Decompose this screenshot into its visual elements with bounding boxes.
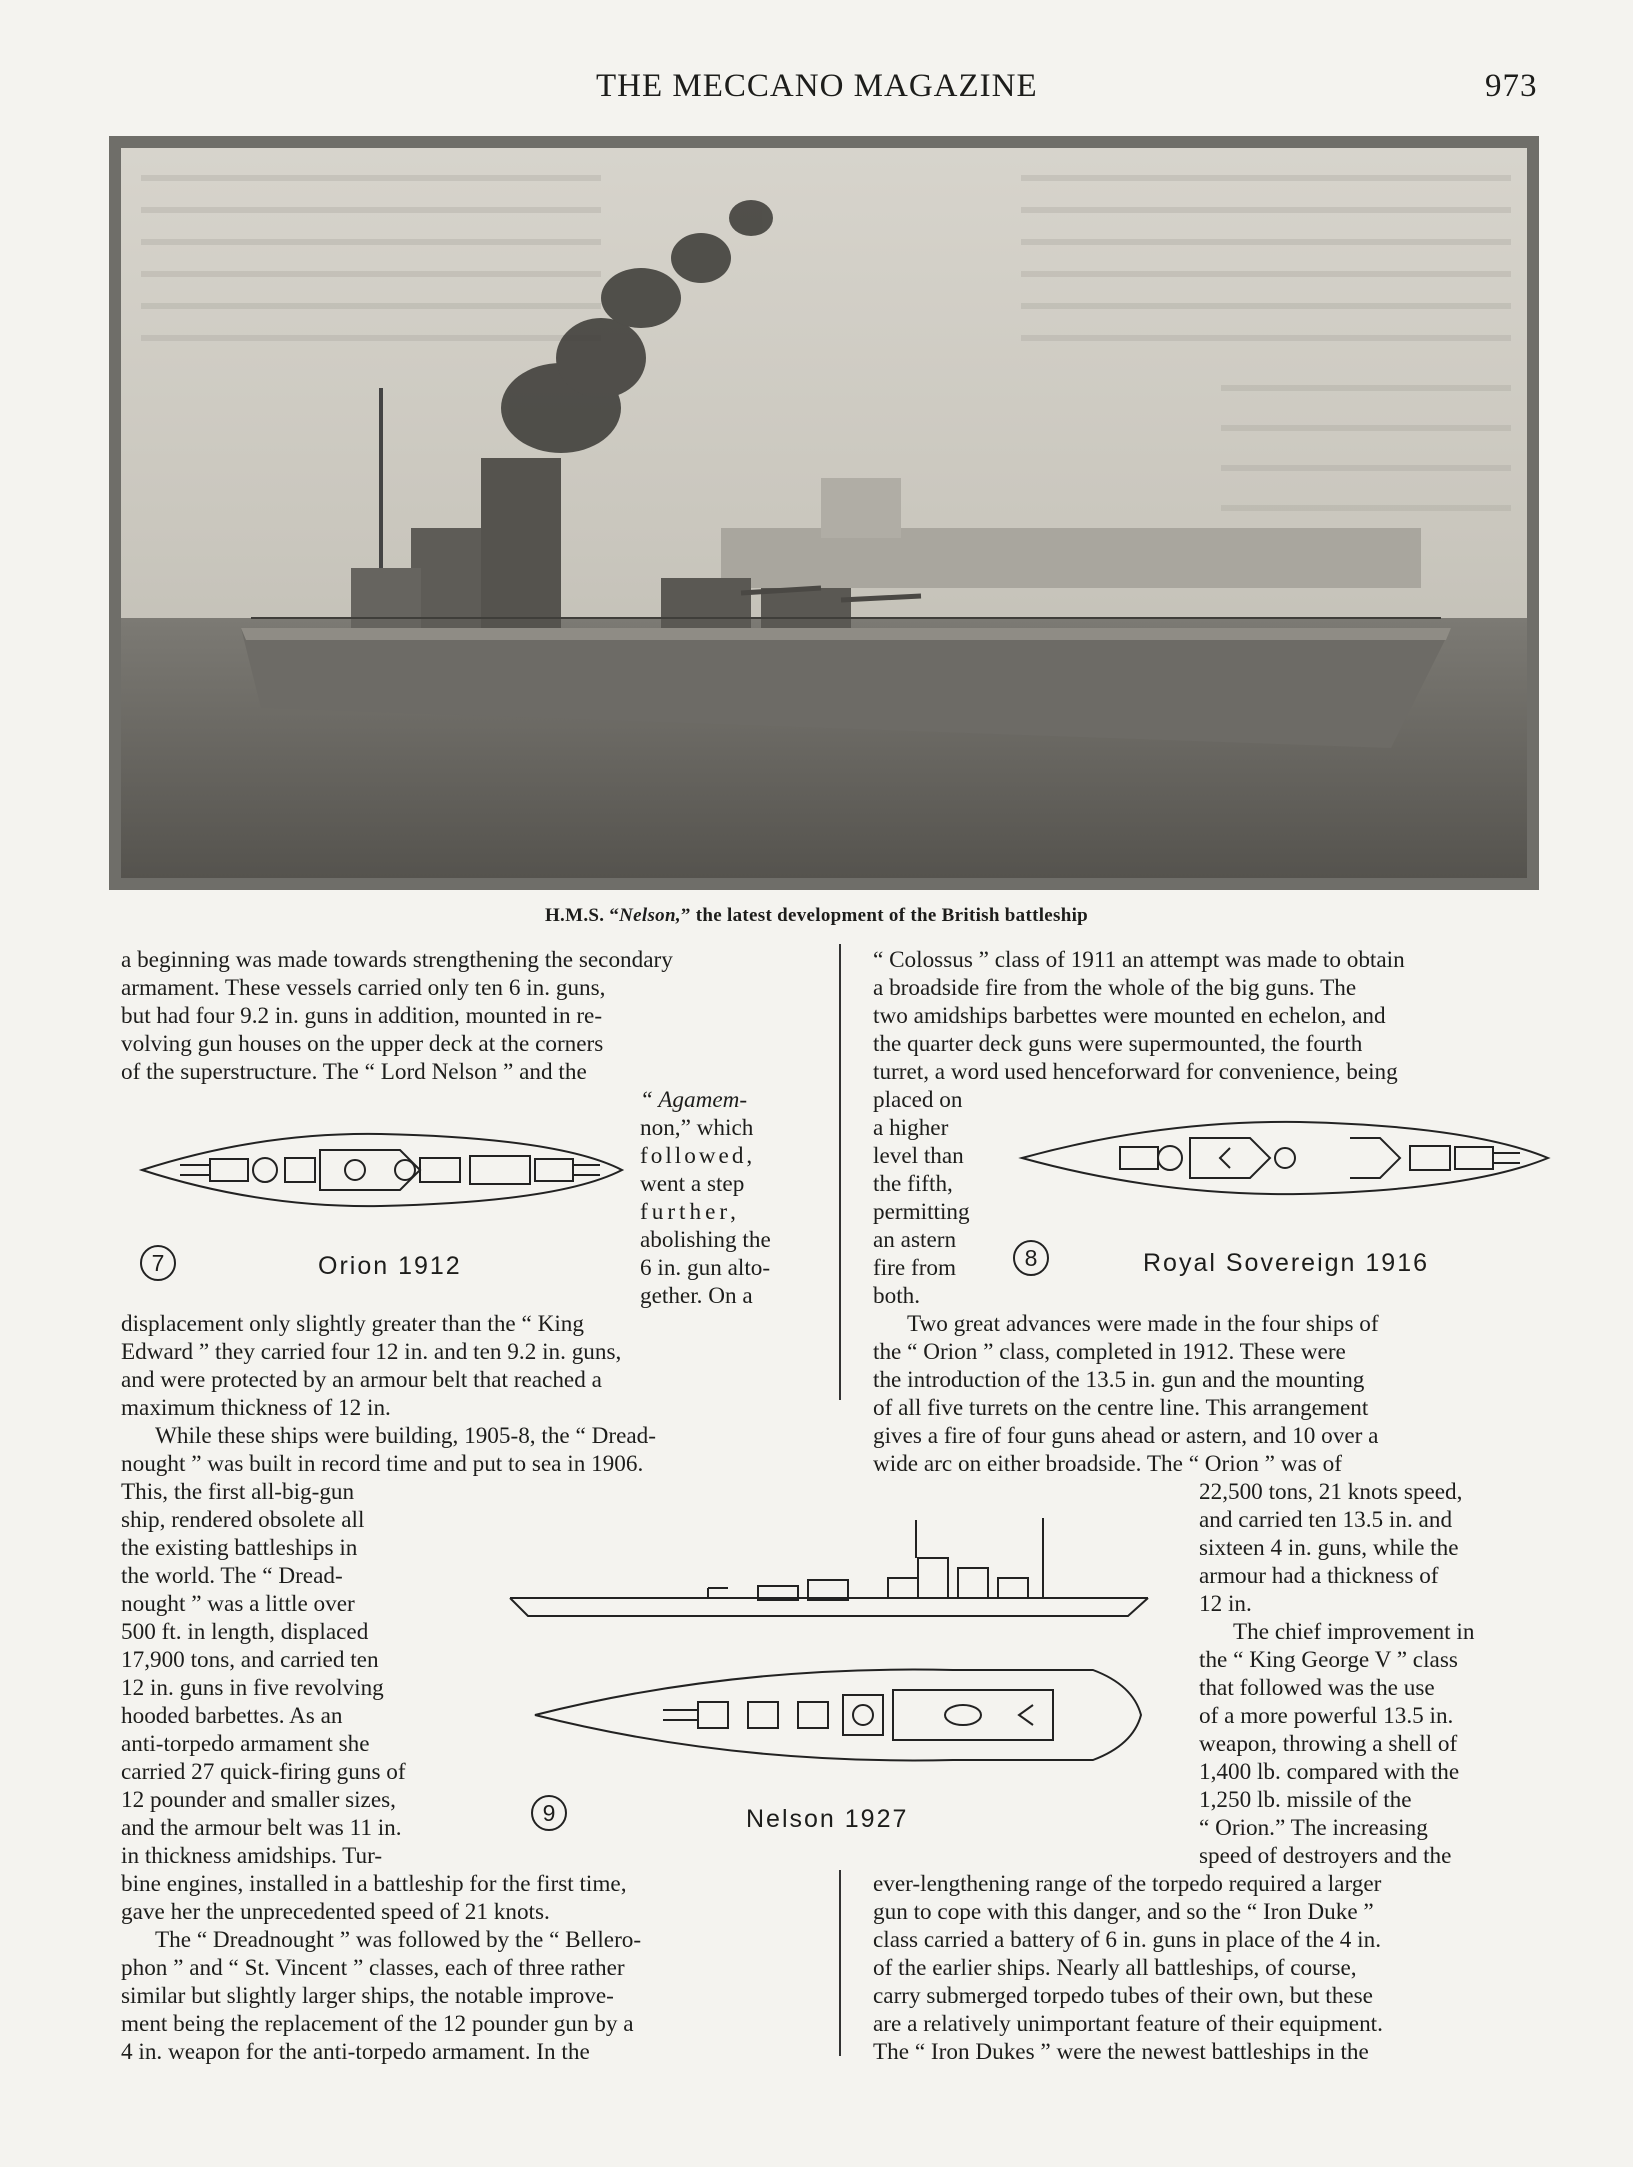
col2-mid-text bbox=[873, 1310, 1558, 1478]
text-line: ship, rendered obsolete all bbox=[121, 1507, 365, 1533]
text-line: speed of destroyers and the bbox=[1199, 1843, 1452, 1869]
nelson-profile-diagram bbox=[508, 1518, 1148, 1618]
text-line: ment being the replacement of the 12 pounder gun by a bbox=[121, 2011, 634, 2037]
text-line: 22,500 tons, 21 knots speed, bbox=[1199, 1479, 1463, 1505]
orion-plan-diagram bbox=[140, 1130, 625, 1210]
col2-top-text bbox=[873, 946, 1558, 1086]
text-line: a higher bbox=[873, 1115, 949, 1141]
col1-narrow-lower bbox=[121, 1478, 481, 1870]
text-line: maximum thickness of 12 in. bbox=[121, 1395, 391, 1421]
text-line: 1,400 lb. compared with the bbox=[1199, 1759, 1460, 1785]
text-line: in thickness amidships. Tur- bbox=[121, 1843, 383, 1869]
col1-after-text bbox=[121, 1310, 806, 1478]
text-line: of the superstructure. The “ Lord Nelson ” and the bbox=[121, 1059, 587, 1085]
text-line: 4 in. weapon for the anti-torpedo armament. In the bbox=[121, 2039, 590, 2065]
text-line: the world. The “ Dread- bbox=[121, 1563, 343, 1589]
text-line: abolishing the bbox=[640, 1227, 771, 1253]
text-line: both. bbox=[873, 1283, 921, 1309]
text-line: 1,250 lb. missile of the bbox=[1199, 1787, 1412, 1813]
text-line: but had four 9.2 in. guns in addition, mounted in re- bbox=[121, 1003, 603, 1029]
royal-sovereign-plan-diagram bbox=[1020, 1118, 1550, 1198]
text-line: and carried ten 13.5 in. and bbox=[1199, 1507, 1453, 1533]
text-line: that followed was the use bbox=[1199, 1675, 1435, 1701]
text-line: carry submerged torpedo tubes of their own, but these bbox=[873, 1983, 1373, 2009]
col2-narrow-lower bbox=[1199, 1478, 1559, 1870]
text-line: turret, a word used henceforward for convenience, being bbox=[873, 1059, 1398, 1085]
text-line: 12 in. guns in five revolving bbox=[121, 1675, 384, 1701]
text-line: further, bbox=[640, 1199, 740, 1225]
text-line: class carried a battery of 6 in. guns in place of the 4 in. bbox=[873, 1927, 1382, 1953]
text-line: an astern bbox=[873, 1227, 957, 1253]
text-line: “ Orion.” The increasing bbox=[1199, 1815, 1428, 1841]
col2-narrow-text bbox=[873, 1086, 998, 1310]
text-line: armament. These vessels carried only ten 6 in. guns, bbox=[121, 975, 606, 1001]
text-line: of all five turrets on the centre line. This arrangement bbox=[873, 1395, 1369, 1421]
text-line: level than bbox=[873, 1143, 964, 1169]
column-rule-top bbox=[839, 944, 841, 1400]
text-line: and the armour belt was 11 in. bbox=[121, 1815, 402, 1841]
text-line: Edward ” they carried four 12 in. and ten 9.2 in. guns, bbox=[121, 1339, 622, 1365]
text-line: 12 in. bbox=[1199, 1591, 1252, 1617]
text-line: This, the first all-big-gun bbox=[121, 1479, 355, 1505]
text-line: the existing battleships in bbox=[121, 1535, 358, 1561]
col2-bottom-text bbox=[873, 1870, 1558, 2066]
magazine-title: THE MECCANO MAGAZINE bbox=[596, 68, 1038, 104]
text-line: anti-torpedo armament she bbox=[121, 1731, 370, 1757]
text-line: carried 27 quick-firing guns of bbox=[121, 1759, 406, 1785]
text-line: the “ Orion ” class, completed in 1912. These were bbox=[873, 1339, 1346, 1365]
text-line: fire from bbox=[873, 1255, 957, 1281]
text-line: gives a fire of four guns ahead or astern, and 10 over a bbox=[873, 1423, 1379, 1449]
text-line: gave her the unprecedented speed of 21 knots. bbox=[121, 1899, 550, 1925]
col1-top-text bbox=[121, 946, 806, 1086]
text-line: 500 ft. in length, displaced bbox=[121, 1619, 369, 1645]
text-line: of a more powerful 13.5 in. bbox=[1199, 1703, 1454, 1729]
text-line: ever-lengthening range of the torpedo required a larger bbox=[873, 1871, 1382, 1897]
text-line: bine engines, installed in a battleship for the first time, bbox=[121, 1871, 627, 1897]
text-line: 6 in. gun alto- bbox=[640, 1255, 771, 1281]
text-line: gun to cope with this danger, and so the “ Iron Duke ” bbox=[873, 1899, 1374, 1925]
text-line: a broadside fire from the whole of the big guns. The bbox=[873, 975, 1357, 1001]
text-line: volving gun houses on the upper deck at the corners bbox=[121, 1031, 604, 1057]
text-line: hooded barbettes. As an bbox=[121, 1703, 343, 1729]
text-line: 12 pounder and smaller sizes, bbox=[121, 1787, 396, 1813]
col1-bottom-text bbox=[121, 1870, 806, 2066]
nelson-plan-diagram bbox=[533, 1660, 1143, 1770]
text-line: displacement only slightly greater than the “ King bbox=[121, 1311, 584, 1337]
text-line: a beginning was made towards strengthening the secondary bbox=[121, 947, 673, 973]
text-line: similar but slightly larger ships, the notable improve- bbox=[121, 1983, 614, 2009]
photo-caption: H.M.S. “Nelson,” the latest development of the British battleship bbox=[544, 905, 1089, 926]
text-line: two amidships barbettes were mounted en echelon, and bbox=[873, 1003, 1386, 1029]
text-line: The “ Dreadnought ” was followed by the “ Bellero- bbox=[155, 1927, 642, 1953]
text-line: 17,900 tons, and carried ten bbox=[121, 1647, 379, 1673]
text-line: the “ King George V ” class bbox=[1199, 1647, 1458, 1673]
diagram-number-7: 7 bbox=[140, 1245, 176, 1281]
diagram-number-8: 8 bbox=[1013, 1240, 1049, 1276]
text-line: weapon, throwing a shell of bbox=[1199, 1731, 1458, 1757]
text-line: the introduction of the 13.5 in. gun and the mounting bbox=[873, 1367, 1365, 1393]
text-line: Two great advances were made in the four ships of bbox=[907, 1311, 1379, 1337]
text-line: of the earlier ships. Nearly all battleships, of course, bbox=[873, 1955, 1357, 1981]
text-line: “ Agamem- bbox=[640, 1087, 748, 1113]
diagram-number-9: 9 bbox=[531, 1795, 567, 1831]
text-line: non,” which bbox=[640, 1115, 754, 1141]
column-rule-bottom bbox=[839, 1870, 841, 2056]
page-number: 973 bbox=[1485, 68, 1538, 104]
text-line: followed, bbox=[640, 1143, 756, 1169]
text-line: nought ” was built in record time and put to sea in 1906. bbox=[121, 1451, 644, 1477]
text-line: the quarter deck guns were supermounted, the fourth bbox=[873, 1031, 1363, 1057]
text-line: wide arc on either broadside. The “ Orion ” was of bbox=[873, 1451, 1342, 1477]
text-line: The chief improvement in bbox=[1233, 1619, 1475, 1645]
diagram-label-nelson: Nelson 1927 bbox=[746, 1805, 909, 1833]
text-line: the fifth, bbox=[873, 1171, 953, 1197]
text-line: The “ Iron Dukes ” were the newest battleships in the bbox=[873, 2039, 1369, 2065]
text-line: placed on bbox=[873, 1087, 963, 1113]
diagram-label-orion: Orion 1912 bbox=[318, 1252, 462, 1280]
text-line: While these ships were building, 1905-8, the “ Dread- bbox=[155, 1423, 656, 1449]
text-line: armour had a thickness of bbox=[1199, 1563, 1439, 1589]
text-line: went a step bbox=[640, 1171, 745, 1197]
text-line: and were protected by an armour belt that reached a bbox=[121, 1367, 602, 1393]
text-line: phon ” and “ St. Vincent ” classes, each of three rather bbox=[121, 1955, 625, 1981]
text-line: nought ” was a little over bbox=[121, 1591, 355, 1617]
col1-narrow-text bbox=[640, 1086, 806, 1310]
photo-frame bbox=[109, 136, 1539, 890]
text-line: “ Colossus ” class of 1911 an attempt was made to obtain bbox=[873, 947, 1405, 973]
text-line: are a relatively unimportant feature of their equipment. bbox=[873, 2011, 1383, 2037]
text-line: sixteen 4 in. guns, while the bbox=[1199, 1535, 1459, 1561]
diagram-label-royal-sovereign: Royal Sovereign 1916 bbox=[1143, 1249, 1429, 1277]
text-line: gether. On a bbox=[640, 1283, 753, 1309]
text-line: permitting bbox=[873, 1199, 970, 1225]
battleship-photo bbox=[121, 148, 1527, 878]
